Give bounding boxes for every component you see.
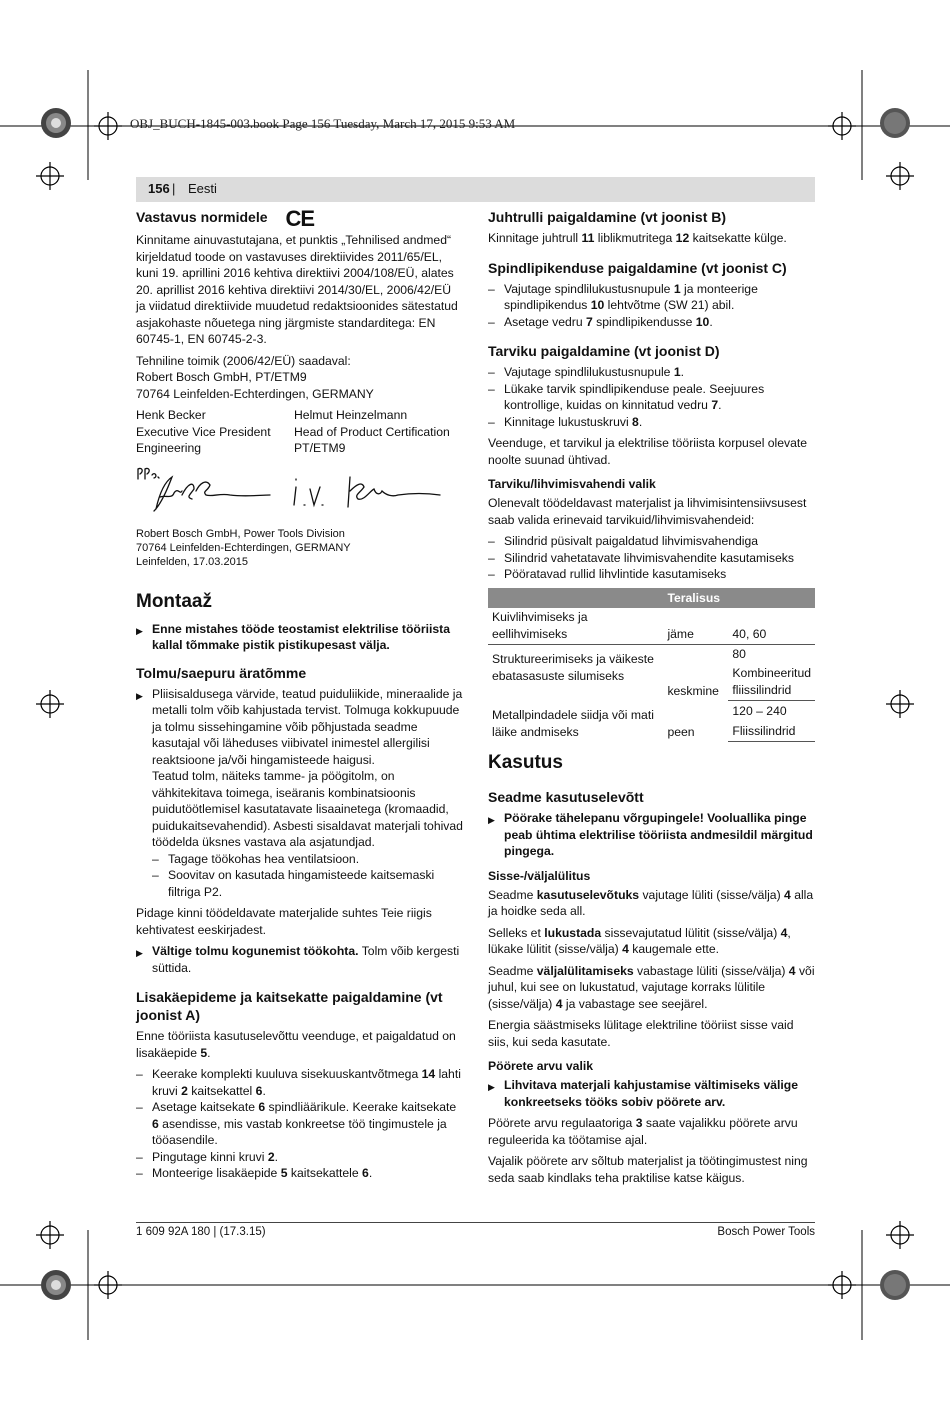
table-row: Kuivlihvimiseks ja eellihvimiseks jäme 40, 60 — [488, 608, 815, 645]
list-item: – Monteerige lisakäepide 5 kaitsekattele 6. — [136, 1165, 463, 1182]
speed-warning: ▶ Lihvitava materjali kahjustamise vältimiseks välige konkreetseks tööks sobiv pöörete arv. — [488, 1077, 815, 1110]
list-item: – Silindrid vahetatavate lihvimisvahendite kasutamiseks — [488, 550, 815, 567]
right-column — [488, 208, 815, 1191]
signatory-2: Helmut Heinzelmann Head of Product Certification PT/ETM9 — [294, 408, 450, 455]
switch-text-3: Seadme väljalülitamiseks vabastage lüliti (sisse/välja) 4 või juhul, kui see on lukustatud, vajutage korraks lülitile (sisse/välja) 4 ja vabastage see seejärel. — [488, 963, 815, 1011]
header-separator: | — [172, 181, 176, 196]
conformity-heading: Vastavus normidele CE — [136, 206, 315, 231]
dust-heading: Tolmu/saepuru äratõmme — [136, 664, 307, 681]
dust-avoid-warning: ▶ Vältige tolmu kogunemist töökohta. Tolm võib kergesti süttida. — [136, 943, 463, 976]
switch-text-2: Selleks et lukustada sissevajutatud lülitit (sisse/välja) 4, lükake lülitit (sisse/välja) 4 kaugemale ette. — [488, 925, 791, 956]
signatories — [136, 407, 463, 457]
table-row: Struktureerimiseks ja väikeste ebatasasuste silumiseks keskmine 80 — [492, 647, 746, 698]
list-item: – Asetage vedru 7 spindlipikendusse 10. — [488, 314, 815, 331]
page-header — [136, 177, 815, 202]
footer-divider — [136, 1222, 815, 1223]
handwritten-signatures — [136, 465, 463, 527]
dust-follow-text: Pidage kinni töödeldavate materjalide suhtes Teie riigis kehtivatest eeskirjadest. — [136, 906, 432, 937]
division-address: Robert Bosch GmbH, Power Tools Division 70764 Leinfelden-Echterdingen, GERMANY Leinfelden, 17.03.2015 — [136, 527, 351, 568]
page-number: 156 — [148, 181, 170, 196]
spindle-heading: Spindlipikenduse paigaldamine (vt joonist C) — [488, 259, 787, 276]
montage-heading: Montaaž — [136, 590, 212, 612]
choice-text: Olenevalt töödeldavast materjalist ja lihvimisintensiivsusest saab valida erinevaid tarvikuid/lihvimisvahendeid: — [488, 496, 807, 527]
switch-text-4: Energia säästmiseks lülitage elektriline tööriist sisse vaid siis, kui seda kasutate. — [488, 1018, 794, 1049]
startup-warning: ▶ Pöörake tähelepanu võrgupingele! Vooluallika pinge peab ühtima elektrilise tööriista andmesildil märgitud pingega. — [488, 810, 815, 860]
list-item: – Silindrid püsivalt paigaldatud lihvimisvahendiga — [488, 533, 815, 550]
file-info-line: OBJ_BUCH-1845-003.book Page 156 Tuesday, March 17, 2015 9:53 AM — [130, 116, 516, 131]
speed-text-1: Pöörete arvu regulaatoriga 3 saate vajalikku pöörete arvu reguleerida ka töötamise ajal. — [488, 1116, 798, 1147]
list-item: – Soovitav on kasutada hingamisteede kaitsemaski filtriga P2. — [152, 867, 463, 900]
spindle-steps — [488, 281, 815, 331]
guide-text: Kinnitage juhtrull 11 liblikmutritega 12 kaitsekatte külge. — [488, 231, 787, 245]
list-item: – Keerake komplekti kuuluva sisekuuskantvõtmega 14 lahti kruvi 2 kaitsekattel 6. — [136, 1066, 463, 1099]
montage-warning: ▶ Enne mistahes tööde teostamist elektrilise tööriista kallal tõmmake pistik pistikupesast välja. — [136, 621, 463, 654]
tool-heading: Tarviku paigaldamine (vt joonist D) — [488, 343, 720, 359]
handle-intro: Enne tööriista kasutuselevõttu veenduge, et paigaldatud on lisakäepide 5. — [136, 1029, 456, 1060]
table-header-row — [488, 588, 815, 609]
signatory-1: Henk Becker Executive Vice President Engineering — [136, 408, 271, 455]
speed-heading: Pöörete arvu valik — [488, 1059, 593, 1073]
list-item: – Vajutage spindlilukustusnupule 1. — [488, 364, 815, 381]
tool-steps — [488, 364, 815, 430]
dust-list — [136, 851, 463, 901]
technical-file: Tehniline toimik (2006/42/EÜ) saadaval: Robert Bosch GmbH, PT/ETM9 70764 Leinfelden-Echterdingen, GERMANY — [136, 353, 374, 401]
list-item: – Pingutage kinni kruvi 2. — [136, 1149, 463, 1166]
switch-heading: Sisse-/väljalülitus — [488, 868, 591, 883]
dust-warning: ▶ Pliisisaldusega värvide, teatud puiduliikide, mineraalide ja metalli tolm võib kahjustada tervist. Tolmuga kokkupuude ja tolmu sissehingamine võib põhjustada seadme kasutajal või läheduses viibivatel inimestel allergilisi reaktsioone ja/või hingamisteede haigusi. Teatud tolm, näiteks tamme- ja pöögitolm, on vähkitekitava toimega, iseäranis kombinatsioonis puidutöötlemisel kasutatavate lisaainetega (kromaadid, puidukaitsevahendid). Asbesti sisaldavat materjali tohivad töödelda üksnes vastava ala asjatundjad. — [136, 686, 463, 851]
language-label: Eesti — [188, 181, 217, 196]
table-row: Fliissilindrid — [488, 721, 815, 742]
footer-brand: Bosch Power Tools — [717, 1226, 815, 1238]
table-row: Metallpindadele siidja või mati läike andmiseks peen 120 – 240 — [492, 704, 787, 739]
table-header: Teralisus — [663, 588, 815, 609]
switch-text-1: Seadme kasutuselevõtuks vajutage lüliti (sisse/välja) 4 alla ja hoidke seda all. — [488, 887, 814, 918]
speed-text-2: Vajalik pöörete arv sõltub materjalist ja töötingimustest ning seda saab kindlaks teha praktilise katse käigus. — [488, 1154, 808, 1185]
startup-heading: Seadme kasutuselevõtt — [488, 789, 644, 805]
list-item: – Kinnitage lukustuskruvi 8. — [488, 414, 815, 431]
choice-list — [488, 533, 815, 583]
guide-heading: Juhtrulli paigaldamine (vt joonist B) — [488, 209, 727, 225]
signature-image — [136, 465, 463, 527]
left-column — [136, 208, 463, 1187]
ce-mark: CE — [285, 206, 315, 231]
grain-table — [488, 588, 815, 743]
handle-steps — [136, 1066, 463, 1182]
list-item: – Pööratavad rullid lihvlintide kasutamiseks — [488, 566, 815, 583]
tool-note: Veenduge, et tarvikul ja elektrilise tööriista korpusel olevate noolte suunad ühtivad. — [488, 436, 808, 467]
list-item: – Lükake tarvik spindlipikenduse peale. Seejuures kontrollige, kuidas on kinnitatud vedru 7. — [488, 381, 815, 414]
choice-heading: Tarviku/lihvimisvahendi valik — [488, 477, 656, 491]
list-item: – Asetage kaitsekate 6 spindliäärikule. Keerake kaitsekate 6 asendisse, mis vastab konkreetse töö tingimustele ja tööasendile. — [136, 1099, 463, 1149]
list-item: – Vajutage spindlilukustusnupule 1 ja monteerige spindlipikendus 10 lehtvõtme (SW 21) abil. — [488, 281, 815, 314]
table-row: Kombineeritud fliissilindrid — [488, 664, 815, 701]
usage-heading: Kasutus — [488, 752, 563, 773]
conformity-text: Kinnitame ainuvastutajana, et punktis „Tehnilised andmed“ kirjeldatud toode on vastavuses direktiivides 2011/65/EL, kuni 19. aprillini 2016 kehtiva direktiivi 2004/108/EÜ, alates 20. aprillist 2016 kehtiva direktiivi 2014/30/EL, 2006/42/EÜ ja viidatud direktiivide muudetud redaktsioonides sätestatud asjakohaste nõuetega ning järgmiste standarditega: EN 60745-1, EN 60745-2-3. — [136, 233, 458, 346]
list-item: – Tagage töökohas hea ventilatsioon. — [152, 851, 463, 868]
footer-doc-number: 1 609 92A 180 | (17.3.15) — [136, 1226, 266, 1238]
handle-heading: Lisakäepideme ja kaitsekatte paigaldamine (vt joonist A) — [136, 989, 443, 1023]
